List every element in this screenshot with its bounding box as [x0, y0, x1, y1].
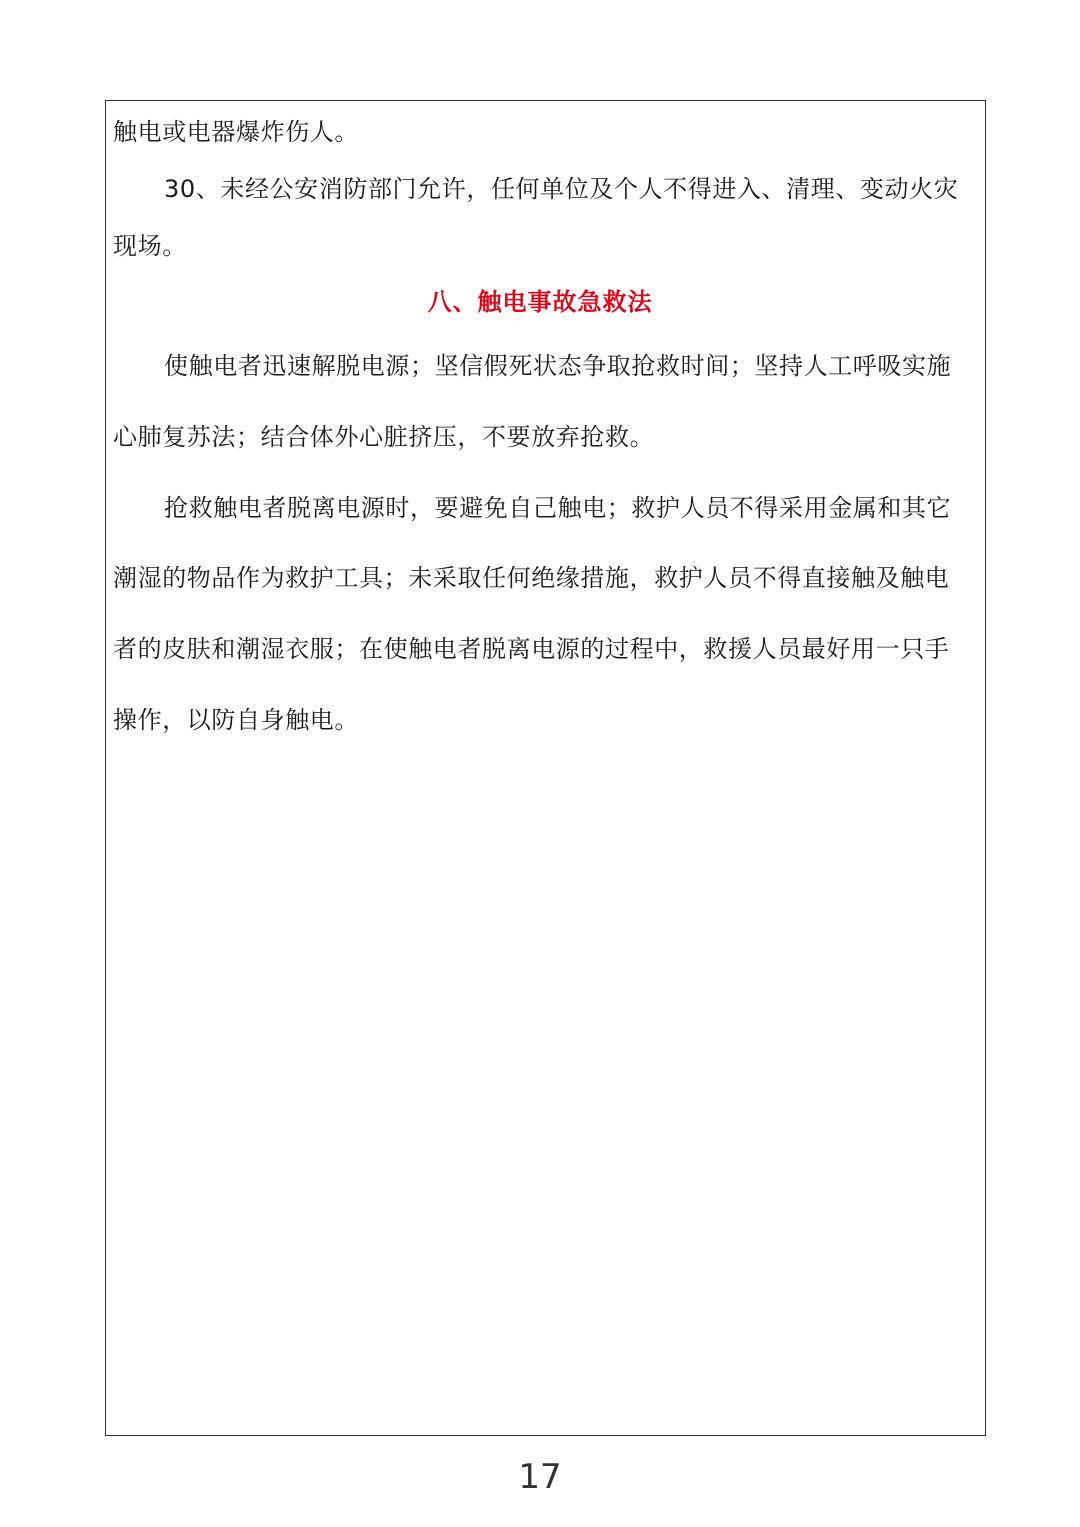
page-number: 17: [518, 1457, 562, 1497]
text-line-7: 潮湿的物品作为救护工具；未采取任何绝缘措施，救护人员不得直接触及触电: [113, 564, 950, 592]
text-line-1: 触电或电器爆炸伤人。: [113, 118, 359, 146]
text-line-8: 者的皮肤和潮湿衣服；在使触电者脱离电源的过程中，救援人员最好用一只手: [113, 635, 950, 663]
text-line-2: 30、未经公安消防部门允许，任何单位及个人不得进入、清理、变动火灾: [164, 175, 959, 203]
section-heading: 八、触电事故急救法: [427, 288, 653, 316]
text-line-3: 现场。: [113, 232, 187, 260]
text-line-6: 抢救触电者脱离电源时，要避免自己触电；救护人员不得采用金属和其它: [164, 494, 952, 522]
text-line-9: 操作，以防自身触电。: [113, 706, 359, 734]
text-line-5: 心肺复苏法；结合体外心脏挤压，不要放弃抢救。: [113, 423, 655, 451]
text-line-4: 使触电者迅速解脱电源；坚信假死状态争取抢救时间；坚持人工呼吸实施: [164, 352, 952, 380]
